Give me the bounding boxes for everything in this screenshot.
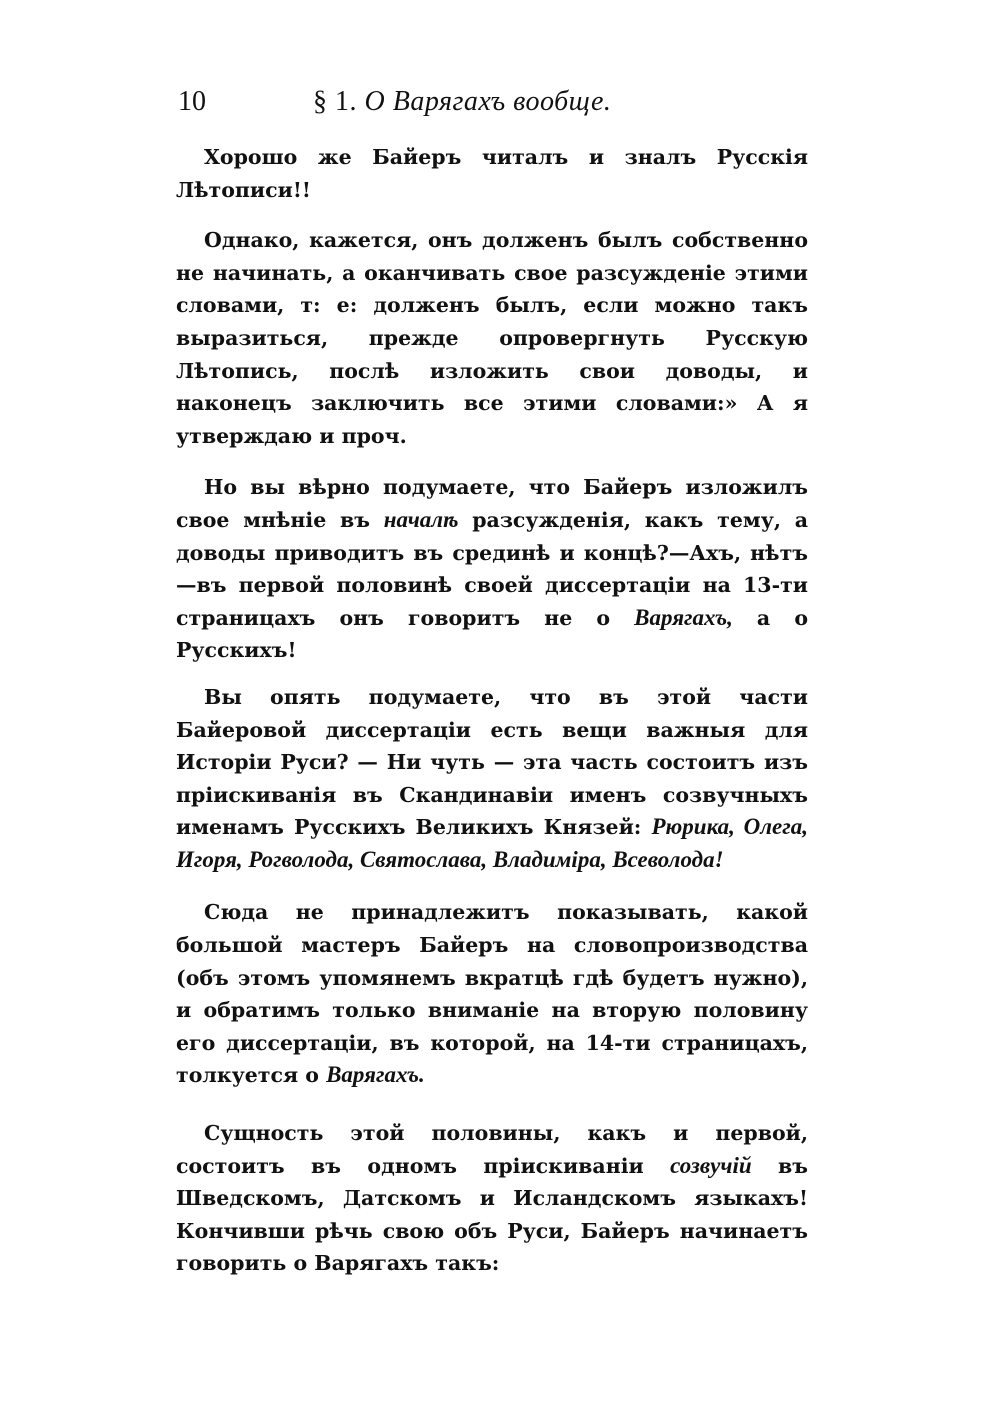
paragraph	[176, 681, 808, 877]
italic-text: Варягахъ.	[326, 1062, 425, 1088]
section-mark: § 1.	[313, 86, 357, 117]
running-head	[313, 86, 611, 118]
italic-text: Варягахъ,	[634, 604, 733, 630]
italic-text: Рюрика, Олега, Игоря, Рогволода, Святослава, Владиміра, Всеволода!	[176, 814, 809, 872]
italic-text: началѣ	[383, 506, 459, 532]
paragraph	[176, 1117, 808, 1280]
text-run: Вы опять подумаете, что въ этой части Байеровой диссертаціи есть вещи важныя для Исторіи Руси? — Ни чуть — эта часть состоитъ изъ пріискиванія въ Скандинавіи именъ созвучныхъ именамъ Русскихъ Великихъ Князей:	[176, 684, 808, 840]
italic-text: созвучій	[670, 1152, 752, 1178]
page-number: 10	[178, 86, 206, 117]
paragraph	[176, 141, 808, 206]
text-run: Однако, кажется, онъ долженъ былъ собственно не начинать, а оканчивать свое разсужденіе этими словами, т: е: долженъ былъ, если можно такъ выразиться, прежде опровергнуть Русскую Лѣтопись, послѣ изложить свои доводы, и наконецъ заключить все этими словами:» А я утверждаю и проч.	[176, 228, 808, 448]
paragraph	[176, 896, 808, 1092]
body-text	[176, 141, 808, 1300]
paragraph	[176, 471, 808, 667]
running-title: О Варягахъ вообще.	[364, 86, 612, 117]
text-run: Но вы вѣрно подумаете, что Байеръ изложилъ свое мнѣніе въ	[176, 475, 808, 532]
text-run: Сущность этой половины, какъ и первой, состоитъ въ одномъ пріискиваніи	[176, 1121, 808, 1178]
text-run: Хорошо же Байеръ читалъ и зналъ Русскія Лѣтописи!!	[176, 145, 808, 202]
page-header	[178, 86, 818, 126]
text-run: въ Шведскомъ, Датскомъ и Исландскомъ языкахъ! Кончивши рѣчь свою объ Руси, Байеръ начинаетъ говорить о Варягахъ такъ:	[176, 1153, 809, 1276]
text-run: а о Русскихъ!	[176, 605, 808, 663]
text-run: разсужденія, какъ тему, а доводы приводитъ въ срединѣ и концѣ?—Ахъ, нѣтъ—въ первой половинѣ своей диссертаціи на 13-ти страницахъ онъ говоритъ не о	[176, 507, 808, 630]
paragraph	[176, 224, 808, 452]
text-run: Сюда не принадлежитъ показывать, какой большой мастеръ Байеръ на словопроизводства (объ этомъ упомянемъ вкратцѣ гдѣ будетъ нужно), и обратимъ только вниманіе на вторую половину его диссертаціи, въ которой, на 14-ти страницахъ, толкуется о	[176, 900, 808, 1088]
